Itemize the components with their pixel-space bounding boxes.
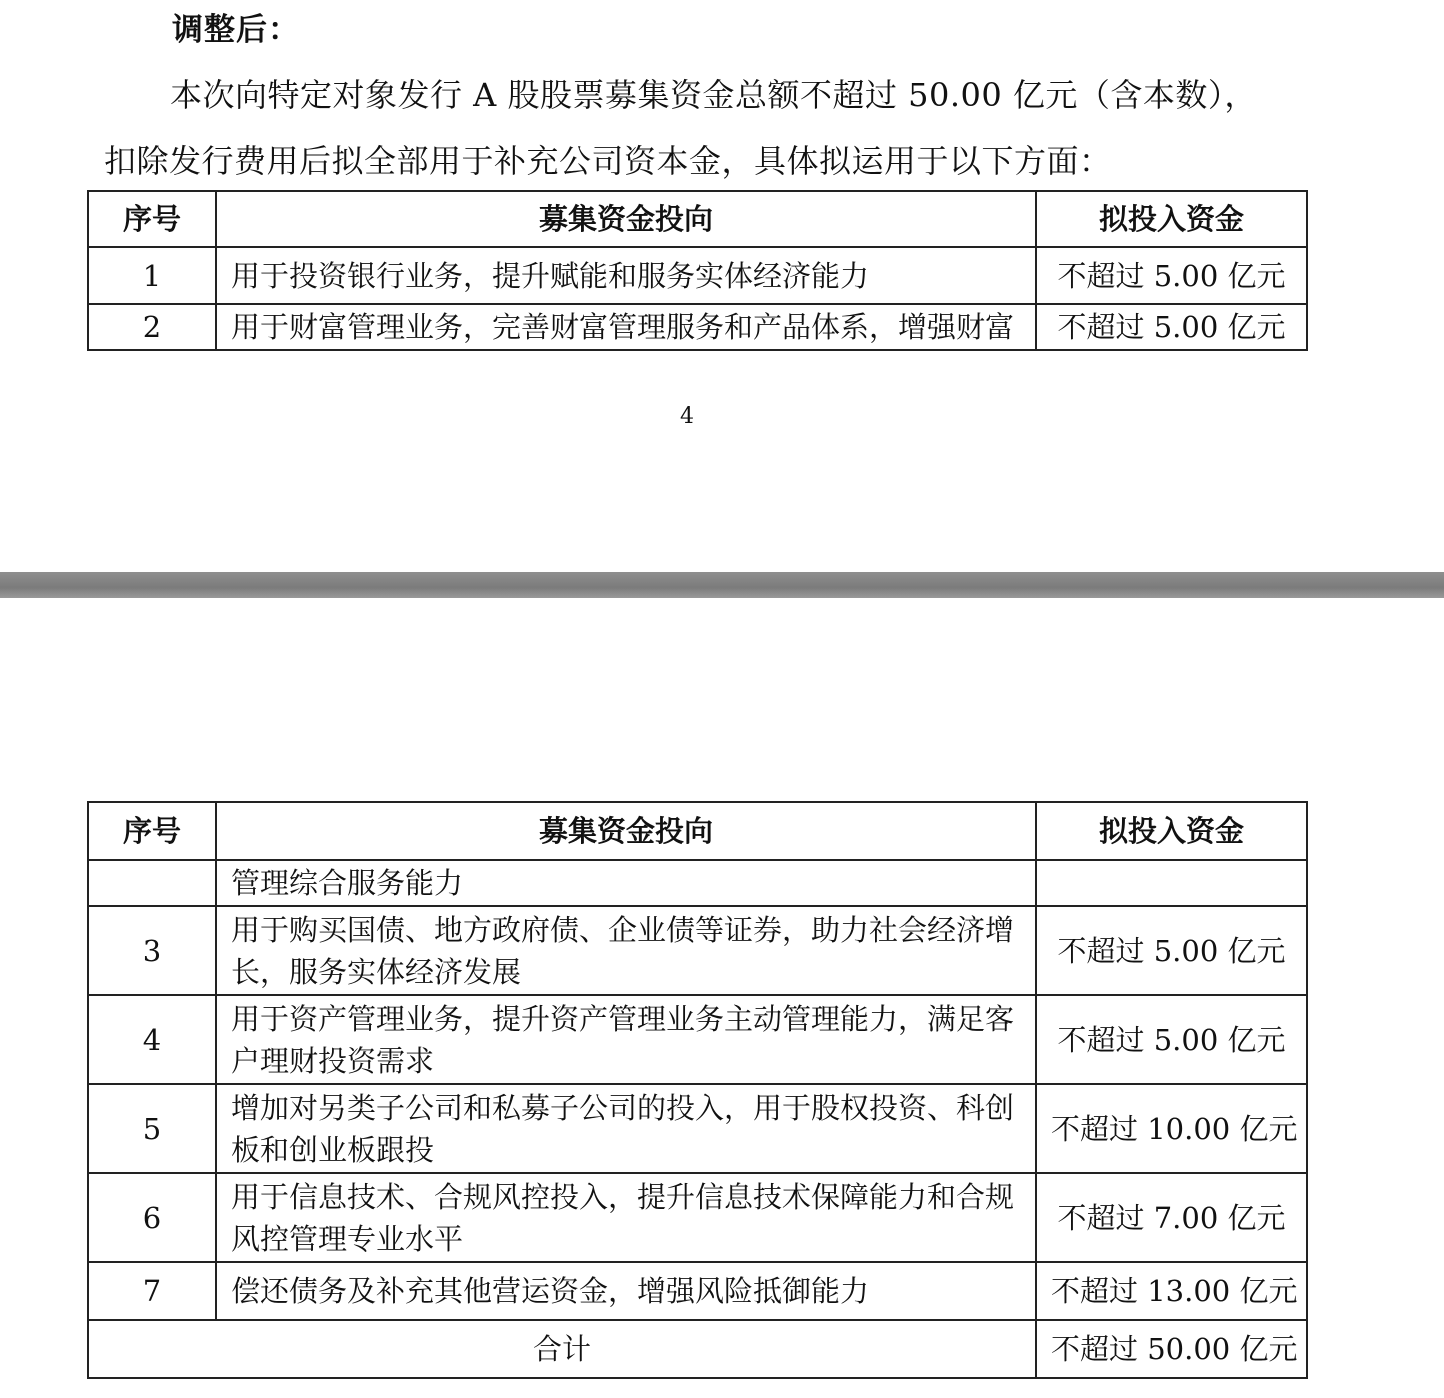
row-no: 2 (88, 304, 216, 350)
page-number: 4 (680, 404, 694, 429)
table-row (88, 304, 1307, 350)
paragraph-line-1: 本次向特定对象发行 A 股股票募集资金总额不超过 50.00 亿元（含本数）， (170, 76, 1257, 114)
total-label: 合计 (88, 1320, 1036, 1378)
row-purpose: 用于财富管理业务，完善财富管理服务和产品体系，增强财富 (216, 304, 1036, 350)
header-no: 序号 (88, 191, 216, 247)
table-row (88, 1262, 1307, 1320)
row-amount: 不超过 5.00 亿元 (1036, 247, 1307, 304)
row-no: 1 (88, 247, 216, 304)
row-no: 5 (88, 1084, 216, 1173)
row-purpose: 用于购买国债、地方政府债、企业债等证券，助力社会经济增长，服务实体经济发展 (216, 906, 1036, 995)
table-row (88, 995, 1307, 1084)
row-amount: 不超过 13.00 亿元 (1036, 1262, 1307, 1320)
table-row (88, 860, 1307, 906)
section-heading: 调整后： (172, 12, 300, 48)
row-purpose: 增加对另类子公司和私募子公司的投入，用于股权投资、科创板和创业板跟投 (216, 1084, 1036, 1173)
row-amount: 不超过 10.00 亿元 (1036, 1084, 1307, 1173)
table-row (88, 247, 1307, 304)
row-purpose: 用于信息技术、合规风控投入，提升信息技术保障能力和合规风控管理专业水平 (216, 1173, 1036, 1262)
row-purpose: 管理综合服务能力 (216, 860, 1036, 906)
header-amount: 拟投入资金 (1036, 802, 1307, 860)
fund-use-table-part-1 (87, 190, 1308, 351)
row-no (88, 860, 216, 906)
header-no: 序号 (88, 802, 216, 860)
row-no: 4 (88, 995, 216, 1084)
row-purpose: 用于资产管理业务，提升资产管理业务主动管理能力，满足客户理财投资需求 (216, 995, 1036, 1084)
page-separator (0, 572, 1444, 598)
total-amount: 不超过 50.00 亿元 (1036, 1320, 1307, 1378)
row-purpose: 用于投资银行业务，提升赋能和服务实体经济能力 (216, 247, 1036, 304)
row-no: 6 (88, 1173, 216, 1262)
row-amount: 不超过 5.00 亿元 (1036, 304, 1307, 350)
row-no: 7 (88, 1262, 216, 1320)
row-amount: 不超过 7.00 亿元 (1036, 1173, 1307, 1262)
table-row (88, 1084, 1307, 1173)
row-purpose: 偿还债务及补充其他营运资金，增强风险抵御能力 (216, 1262, 1036, 1320)
document-page-2 (0, 598, 1444, 1398)
table-total-row (88, 1320, 1307, 1378)
document-page-1 (0, 0, 1444, 572)
row-amount: 不超过 5.00 亿元 (1036, 906, 1307, 995)
row-amount: 不超过 5.00 亿元 (1036, 995, 1307, 1084)
header-purpose: 募集资金投向 (216, 191, 1036, 247)
paragraph-line-2: 扣除发行费用后拟全部用于补充公司资本金，具体拟运用于以下方面： (104, 142, 1112, 180)
header-purpose: 募集资金投向 (216, 802, 1036, 860)
table-row (88, 1173, 1307, 1262)
table-row (88, 906, 1307, 995)
row-amount (1036, 860, 1307, 906)
header-amount: 拟投入资金 (1036, 191, 1307, 247)
table-header-row (88, 191, 1307, 247)
row-no: 3 (88, 906, 216, 995)
fund-use-table-part-2 (87, 801, 1308, 1379)
table-header-row (88, 802, 1307, 860)
